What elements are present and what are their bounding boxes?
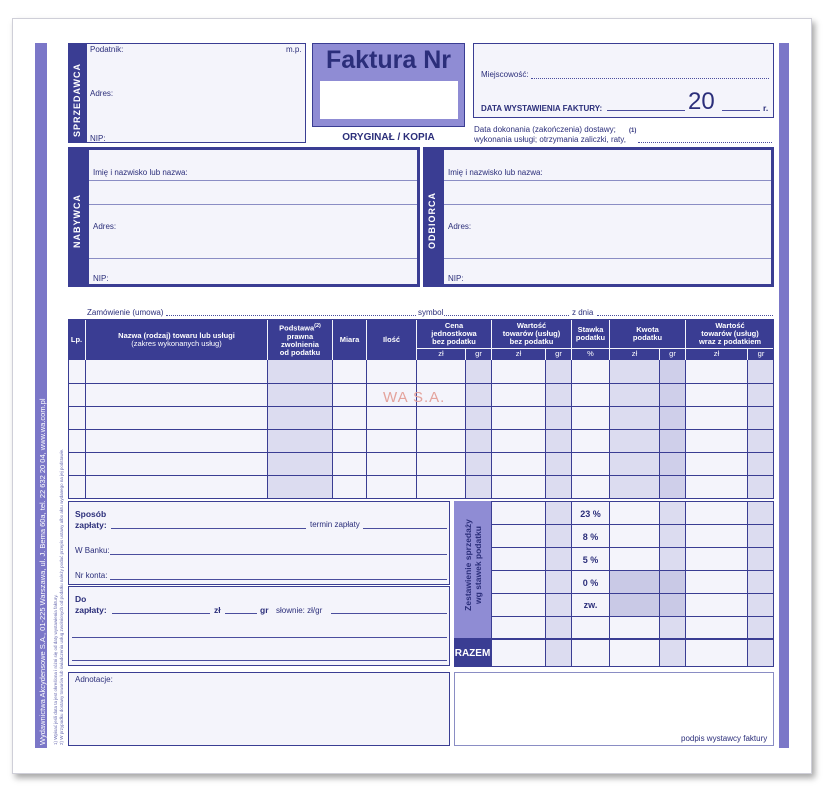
- buyer-divider-1: [89, 180, 417, 181]
- order-date-label: z dnia: [572, 308, 594, 317]
- col-quantity: Ilość: [367, 319, 416, 360]
- col-net-value-line2: towarów (usług): [502, 328, 561, 338]
- total-label: RAZEM: [454, 639, 491, 667]
- col-tax-amount: [610, 319, 685, 348]
- col-gross-value: [686, 319, 774, 348]
- taxpayer-label: Podatnik:: [90, 45, 124, 54]
- summary-row[interactable]: [491, 524, 774, 525]
- invoice-title: Faktura Nr: [325, 46, 452, 74]
- sum-col-line: [545, 501, 546, 667]
- account-label: Nr konta:: [75, 571, 108, 580]
- col-legal-basis-line2: prawna: [286, 331, 314, 341]
- seller-panel[interactable]: [86, 43, 306, 143]
- summary-row[interactable]: [491, 593, 774, 594]
- account-field[interactable]: [110, 579, 447, 580]
- col-name: [86, 319, 267, 360]
- col-name-line1: Nazwa (rodzaj) towaru lub usługi: [118, 330, 235, 340]
- year-suffix: r.: [763, 103, 769, 113]
- col-tax-rate-line2: podatku: [575, 332, 606, 342]
- summary-side-label: [463, 505, 483, 625]
- sub-net-gr: gr: [546, 349, 571, 360]
- payment-method-field[interactable]: [111, 528, 306, 529]
- col-gross-value-line2: towarów (usług): [701, 328, 759, 338]
- bank-field[interactable]: [110, 554, 447, 555]
- delivery-line-1: Data dokonania (zakończenia) dostawy;: [474, 125, 616, 134]
- sum-col-line: [685, 501, 686, 667]
- recipient-tab-label: ODBIORCA: [427, 192, 437, 249]
- payment-method-label: Sposób: [75, 509, 107, 519]
- col-legal-basis-marker: (2): [314, 323, 321, 330]
- sum-col-line: [747, 501, 748, 667]
- issue-date-field[interactable]: [607, 110, 685, 111]
- to-pay-gr-field[interactable]: [225, 613, 257, 614]
- recipient-nip-label: NIP:: [448, 274, 464, 283]
- col-legal-basis-line1: Podstawa: [279, 323, 315, 333]
- payment-panel: [68, 501, 450, 585]
- order-label: Zamówienie (umowa): [87, 308, 164, 317]
- summary-side-line2: wg stawek podatku: [473, 526, 483, 604]
- buyer-name-label: Imię i nazwisko lub nazwa:: [93, 168, 188, 177]
- delivery-footnote-marker: (1): [629, 128, 637, 134]
- publisher-text: Wydawnictwa Akcydensowe S.A., 01-225 Warszawa, ul. J. Bema 60a, tel. 22 632 20 04, www.wa.com.pl: [38, 398, 47, 745]
- sub-tax-zl: zł: [610, 349, 659, 360]
- sum-col-line: [609, 501, 610, 667]
- recipient-name-label: Imię i nazwisko lub nazwa:: [448, 168, 543, 177]
- col-legal-basis: [268, 319, 332, 360]
- sub-tax-gr: gr: [660, 349, 685, 360]
- col-unit-price-line1: Cena: [444, 320, 464, 330]
- seller-tab-label: SPRZEDAWCA: [72, 62, 82, 137]
- symbol-line[interactable]: [444, 315, 569, 316]
- issue-date-label: DATA WYSTAWIENIA FAKTURY:: [481, 104, 603, 113]
- summary-row[interactable]: [491, 616, 774, 617]
- col-tax-amount-line1: Kwota: [636, 324, 659, 334]
- summary-total-row[interactable]: [454, 638, 774, 640]
- rate-exempt: zw.: [583, 600, 598, 610]
- place-label: Miejscowość:: [481, 70, 529, 79]
- annotations-label: Adnotacje:: [75, 675, 113, 684]
- sum-col-line: [659, 501, 660, 667]
- sub-tax-pct: %: [572, 349, 609, 360]
- to-pay-panel: [68, 586, 450, 666]
- symbol-label: symbol: [418, 308, 444, 317]
- words-field[interactable]: [331, 613, 447, 614]
- sum-col-line: [491, 501, 492, 667]
- recipient-divider-1: [444, 180, 771, 181]
- order-date-line[interactable]: [597, 315, 773, 316]
- stamp-label: m.p.: [286, 45, 302, 54]
- order-line[interactable]: [166, 315, 416, 316]
- sub-price-gr: gr: [466, 349, 491, 360]
- col-tax-amount-line2: podatku: [632, 332, 663, 342]
- summary-row[interactable]: [491, 570, 774, 571]
- table-row[interactable]: [68, 429, 774, 430]
- rate-5: 5 %: [582, 555, 599, 565]
- payment-due-field[interactable]: [363, 528, 447, 529]
- words-field-3[interactable]: [72, 660, 447, 661]
- words-field-2[interactable]: [72, 637, 447, 638]
- rate-0: 0 %: [582, 578, 599, 588]
- delivery-line-2: wykonania usługi; otrzymania zaliczki, raty,: [474, 135, 626, 144]
- invoice-number-field[interactable]: [320, 81, 458, 119]
- col-unit-price-line3: bez podatku: [432, 336, 476, 346]
- buyer-divider-2: [89, 204, 417, 205]
- col-tax-rate-line1: Stawka: [577, 324, 604, 334]
- col-net-value-line3: bez podatku: [509, 336, 554, 346]
- recipient-divider-2: [444, 204, 771, 205]
- payment-method-label-2: zapłaty:: [75, 520, 107, 530]
- col-gross-value-line3: wraz z podatkiem: [698, 336, 762, 346]
- sub-net-zl: zł: [492, 349, 545, 360]
- to-pay-label-2: zapłaty:: [75, 605, 107, 615]
- sum-shade-gross-gr: [748, 502, 773, 666]
- col-unit-price-line2: jednostkowa: [431, 328, 477, 338]
- signature-label: podpis wystawcy faktury: [681, 734, 768, 743]
- footnote-2: 2) W przypadku dostawy towarów lub świadczenia usług zwolnionych od podatku należy podać przepis ustawy albo aktu wydanego na jej podstawie.: [59, 448, 64, 745]
- bank-label: W Banku:: [75, 546, 110, 555]
- col-name-line2: (zakres wykonanych usług): [131, 338, 222, 348]
- recipient-address-label: Adres:: [448, 222, 472, 231]
- year-prefix: 20: [688, 88, 715, 115]
- col-legal-basis-line4: od podatku: [279, 347, 321, 357]
- words-label: słownie: zł/gr: [276, 606, 323, 615]
- sub-gross-zl: zł: [686, 349, 747, 360]
- sub-gross-gr: gr: [748, 349, 774, 360]
- col-lp: Lp.: [68, 319, 85, 360]
- to-pay-zl-field[interactable]: [112, 613, 210, 614]
- buyer-nip-label: NIP:: [93, 274, 109, 283]
- original-copy-label: ORYGINAŁ / KOPIA: [342, 132, 435, 143]
- to-pay-zl: zł: [214, 605, 221, 615]
- buyer-divider-3: [89, 258, 417, 259]
- annotations-panel[interactable]: [68, 672, 450, 746]
- watermark: WA S.A.: [383, 389, 446, 406]
- table-row[interactable]: [68, 452, 774, 453]
- sum-shade-net-gr: [546, 502, 571, 666]
- to-pay-gr: gr: [260, 605, 269, 615]
- seller-nip-label: NIP:: [90, 134, 106, 143]
- to-pay-label: Do: [75, 594, 87, 604]
- table-row[interactable]: [68, 383, 774, 384]
- seller-address-label: Adres:: [90, 89, 114, 98]
- year-field[interactable]: [722, 110, 760, 111]
- col-net-value-line1: Wartość: [516, 320, 547, 330]
- table-row[interactable]: [68, 406, 774, 407]
- place-line[interactable]: [531, 78, 769, 79]
- col-tax-rate: [572, 319, 609, 348]
- footnote-1: 1) Wpisać jeśli data ta jest określona i różni się od daty wystawienia faktury.: [53, 594, 58, 745]
- table-row[interactable]: [68, 475, 774, 476]
- right-stripe: [779, 43, 789, 748]
- sub-price-zl: zł: [417, 349, 465, 360]
- col-net-value: [492, 319, 571, 348]
- col-unit: Miara: [333, 319, 366, 360]
- rate-23: 23 %: [580, 509, 601, 519]
- buyer-address-label: Adres:: [93, 222, 117, 231]
- col-gross-value-line1: Wartość: [715, 320, 745, 330]
- summary-row[interactable]: [491, 547, 774, 548]
- col-legal-basis-line3: zwolnienia: [281, 339, 319, 349]
- buyer-tab-label: NABYWCA: [72, 194, 82, 248]
- rate-8: 8 %: [582, 532, 599, 542]
- payment-due-label: termin zapłaty: [310, 520, 360, 529]
- delivery-date-line[interactable]: [638, 142, 772, 143]
- recipient-divider-3: [444, 258, 771, 259]
- col-unit-price: [417, 319, 491, 348]
- summary-side-line1: Zestawienie sprzedaży: [463, 519, 473, 611]
